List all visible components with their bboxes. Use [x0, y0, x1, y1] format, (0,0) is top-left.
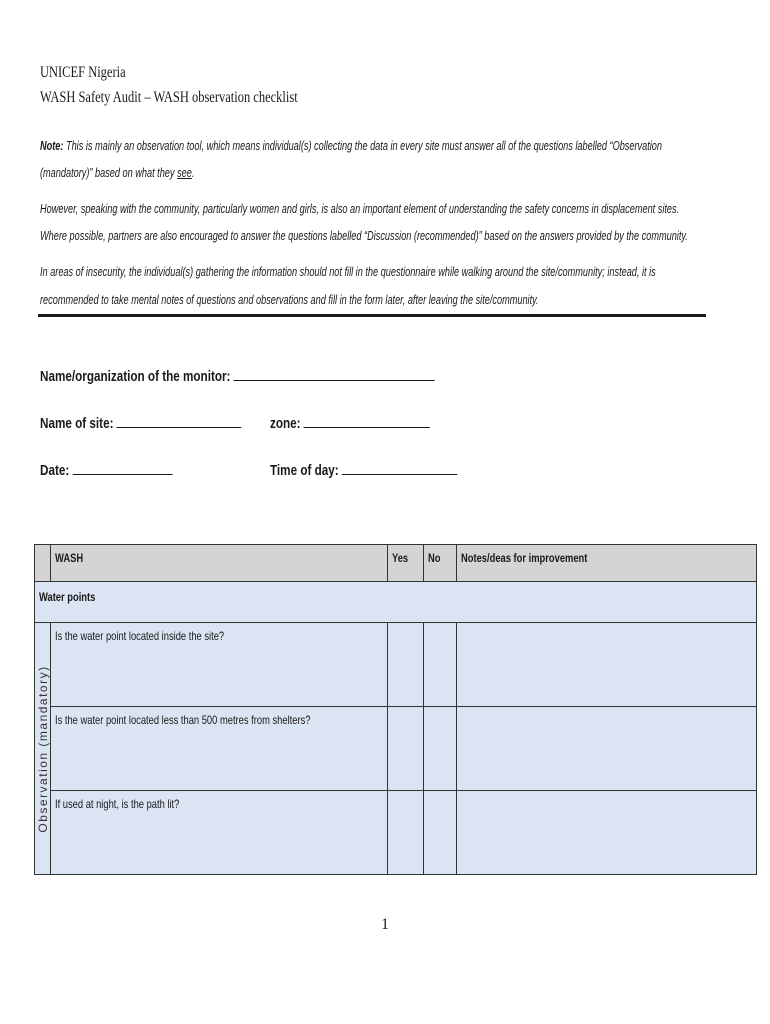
note-para3-line2: recommended to take mental notes of questions and observations and fill in the form later, after leaving the site/community.	[40, 292, 539, 307]
header-yes: Yes	[387, 545, 423, 582]
site-input-line[interactable]	[117, 415, 242, 428]
table-row	[35, 791, 757, 875]
table-row	[35, 623, 757, 707]
notes-cell[interactable]	[456, 791, 756, 875]
notes-cell[interactable]	[456, 707, 756, 791]
monitor-input-line[interactable]	[234, 368, 435, 381]
yes-cell[interactable]	[387, 707, 423, 791]
note-para3-line1: In areas of insecurity, the individual(s) gathering the information should not fill in the questionnaire while walking around the site/community; instead, it is	[40, 264, 656, 279]
note-line-1: Note: This is mainly an observation tool, which means individual(s) collecting the data in every site must answer all of the questions labelled “Observation	[40, 138, 662, 153]
see-emphasis: see	[177, 165, 192, 180]
date-input-line[interactable]	[73, 462, 173, 475]
question-cell: Is the water point located inside the site?	[51, 623, 388, 707]
header-wash: WASH	[51, 545, 388, 582]
zone-input-line[interactable]	[304, 415, 430, 428]
wash-checklist-table	[34, 544, 757, 875]
time-input-line[interactable]	[342, 462, 457, 475]
zone-field[interactable]: zone:	[270, 415, 475, 432]
note-para2-line1: However, speaking with the community, particularly women and girls, is also an important element of understanding the safety concerns in displacement sites.	[40, 201, 680, 216]
document-org: UNICEF Nigeria	[40, 64, 126, 81]
note-label: Note:	[40, 138, 64, 153]
header-blank-cell	[35, 545, 51, 582]
document-title: WASH Safety Audit – WASH observation checklist	[40, 89, 298, 106]
yes-cell[interactable]	[387, 791, 423, 875]
date-field[interactable]: Date:	[40, 462, 210, 479]
section-water-points: Water points	[35, 582, 757, 623]
note-para2-line2: Where possible, partners are also encouraged to answer the questions labelled “Discussion (recommended)” based on the answers provided by the community.	[40, 228, 688, 243]
notes-cell[interactable]	[456, 623, 756, 707]
site-field[interactable]: Name of site:	[40, 415, 298, 432]
header-notes: Notes/deas for improvement	[456, 545, 756, 582]
time-field[interactable]: Time of day:	[270, 462, 510, 479]
table-row	[35, 707, 757, 791]
no-cell[interactable]	[423, 791, 456, 875]
no-cell[interactable]	[423, 707, 456, 791]
section-row	[35, 582, 757, 623]
page-number: 1	[381, 916, 389, 933]
monitor-field[interactable]: Name/organization of the monitor:	[40, 368, 546, 385]
yes-cell[interactable]	[387, 623, 423, 707]
observation-group-label: Observation (mandatory)	[35, 623, 51, 875]
header-no: No	[423, 545, 456, 582]
no-cell[interactable]	[423, 623, 456, 707]
section-divider	[38, 314, 706, 317]
question-cell: Is the water point located less than 500 metres from shelters?	[51, 707, 388, 791]
table-header-row	[35, 545, 757, 582]
question-cell: If used at night, is the path lit?	[51, 791, 388, 875]
note-line-2: (mandatory)” based on what they see.	[40, 165, 195, 180]
